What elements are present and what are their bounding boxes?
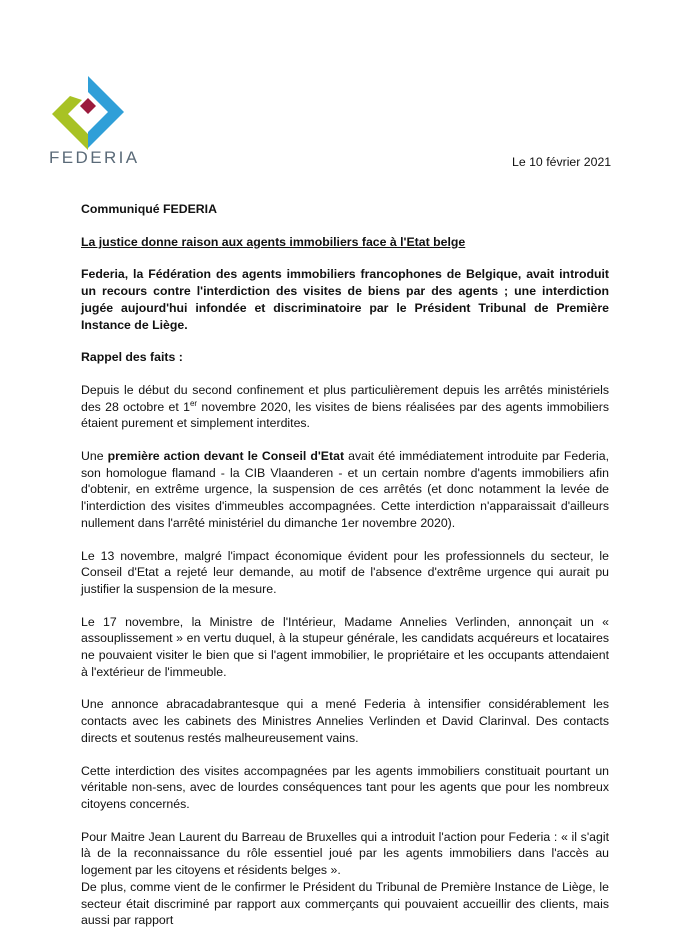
paragraph-6: Cette interdiction des visites accompagnées par les agents immobiliers constituait pourtant un véritable non-sens, avec de lourdes conséquences tant pour les agents que pour les nombreux citoyens concernés. bbox=[81, 763, 609, 811]
paragraph-2 bbox=[81, 448, 609, 532]
paragraph-1-end: novembre 2020, les visites de biens réalisées par des agents immobiliers étaient purement et simplement interdites. bbox=[81, 399, 610, 431]
communique-label: Communiqué FEDERIA bbox=[81, 202, 217, 216]
paragraph-7: Pour Maitre Jean Laurent du Barreau de Bruxelles qui a introduit l'action pour Federia : « il s'agit là de la reconnaissance du rôle essentiel joué par les agents immobiliers dans l'accès au logement par les citoyens et résidents belges ». bbox=[81, 829, 609, 878]
facts-heading: Rappel des faits : bbox=[81, 350, 183, 365]
logo-blue-chevron bbox=[88, 76, 124, 148]
paragraph-2-start: Une bbox=[81, 449, 108, 464]
intro-paragraph bbox=[81, 266, 609, 333]
paragraph-2-bold: première action devant le Conseil d'Etat bbox=[107, 449, 345, 464]
paragraph-1 bbox=[81, 382, 609, 432]
federia-logo bbox=[48, 72, 128, 152]
document-body bbox=[81, 201, 609, 929]
paragraph-5: Une annonce abracadabrantesque qui a mené Federia à intensifier considérablement les contacts avec les cabinets des Ministres Annelies Verlinden et David Clarinval. Des contacts directs et soutenus restés malheureusement vains. bbox=[81, 697, 609, 745]
paragraph-4: Le 17 novembre, la Ministre de l'Intérieur, Madame Annelies Verlinden, annonçait un « assouplissement » en vertu duquel, à la stupeur générale, les candidats acquéreurs et locataires ne pouvaient visiter le bien que si l'agent immobilier, le propriétaire et les occupants attendaient à l'extérieur de l'immeuble. bbox=[81, 614, 609, 679]
document-date: Le 10 février 2021 bbox=[512, 155, 612, 169]
paragraph-3: Le 13 novembre, malgré l'impact économique évident pour les professionnels du secteur, le Conseil d'Etat a rejeté leur demande, au motif de l'absence d'extrême urgence qui aurait pu justifier la suspension de la mesure. bbox=[81, 548, 609, 596]
intro-text: Federia, la Fédération des agents immobiliers francophones de Belgique, avait introduit un recours contre l'interdiction des visites de biens par des agents ; une interdiction jugée aujourd'hui infondée et discriminatoire par le Président Tribunal de Première Instance de Liège. bbox=[81, 267, 609, 332]
paragraph-8: De plus, comme vient de le confirmer le Président du Tribunal de Première Instance de Liège, le secteur était discriminé par rapport aux commerçants qui pouvaient accueillir des clients, mais aussi par rapport bbox=[81, 879, 609, 928]
brand-name: FEDERIA bbox=[49, 148, 140, 167]
paragraph-1-start: Depuis le début du second confinement et plus particulièrement depuis les arrêtés ministériels des 28 octobre et 1 bbox=[81, 382, 609, 414]
paragraph-1-superscript: er bbox=[189, 398, 198, 408]
paragraph-2-end: avait été immédiatement introduite par Federia, son homologue flamand - la CIB Vlaanderen - et un certain nombre d'agents immobiliers afin d'obtenir, en extrême urgence, la suspension de ces arrêtés (et donc notamment la levée de l'interdiction des visites d'immeubles accompagnées. Cette interdiction n'apparaissait d'ailleurs nullement dans l'arrêté ministériel du dimanche 1er novembre 2020). bbox=[81, 449, 609, 530]
press-release-title: La justice donne raison aux agents immobiliers face à l'Etat belge bbox=[81, 234, 466, 249]
logo-red-square bbox=[80, 98, 96, 114]
